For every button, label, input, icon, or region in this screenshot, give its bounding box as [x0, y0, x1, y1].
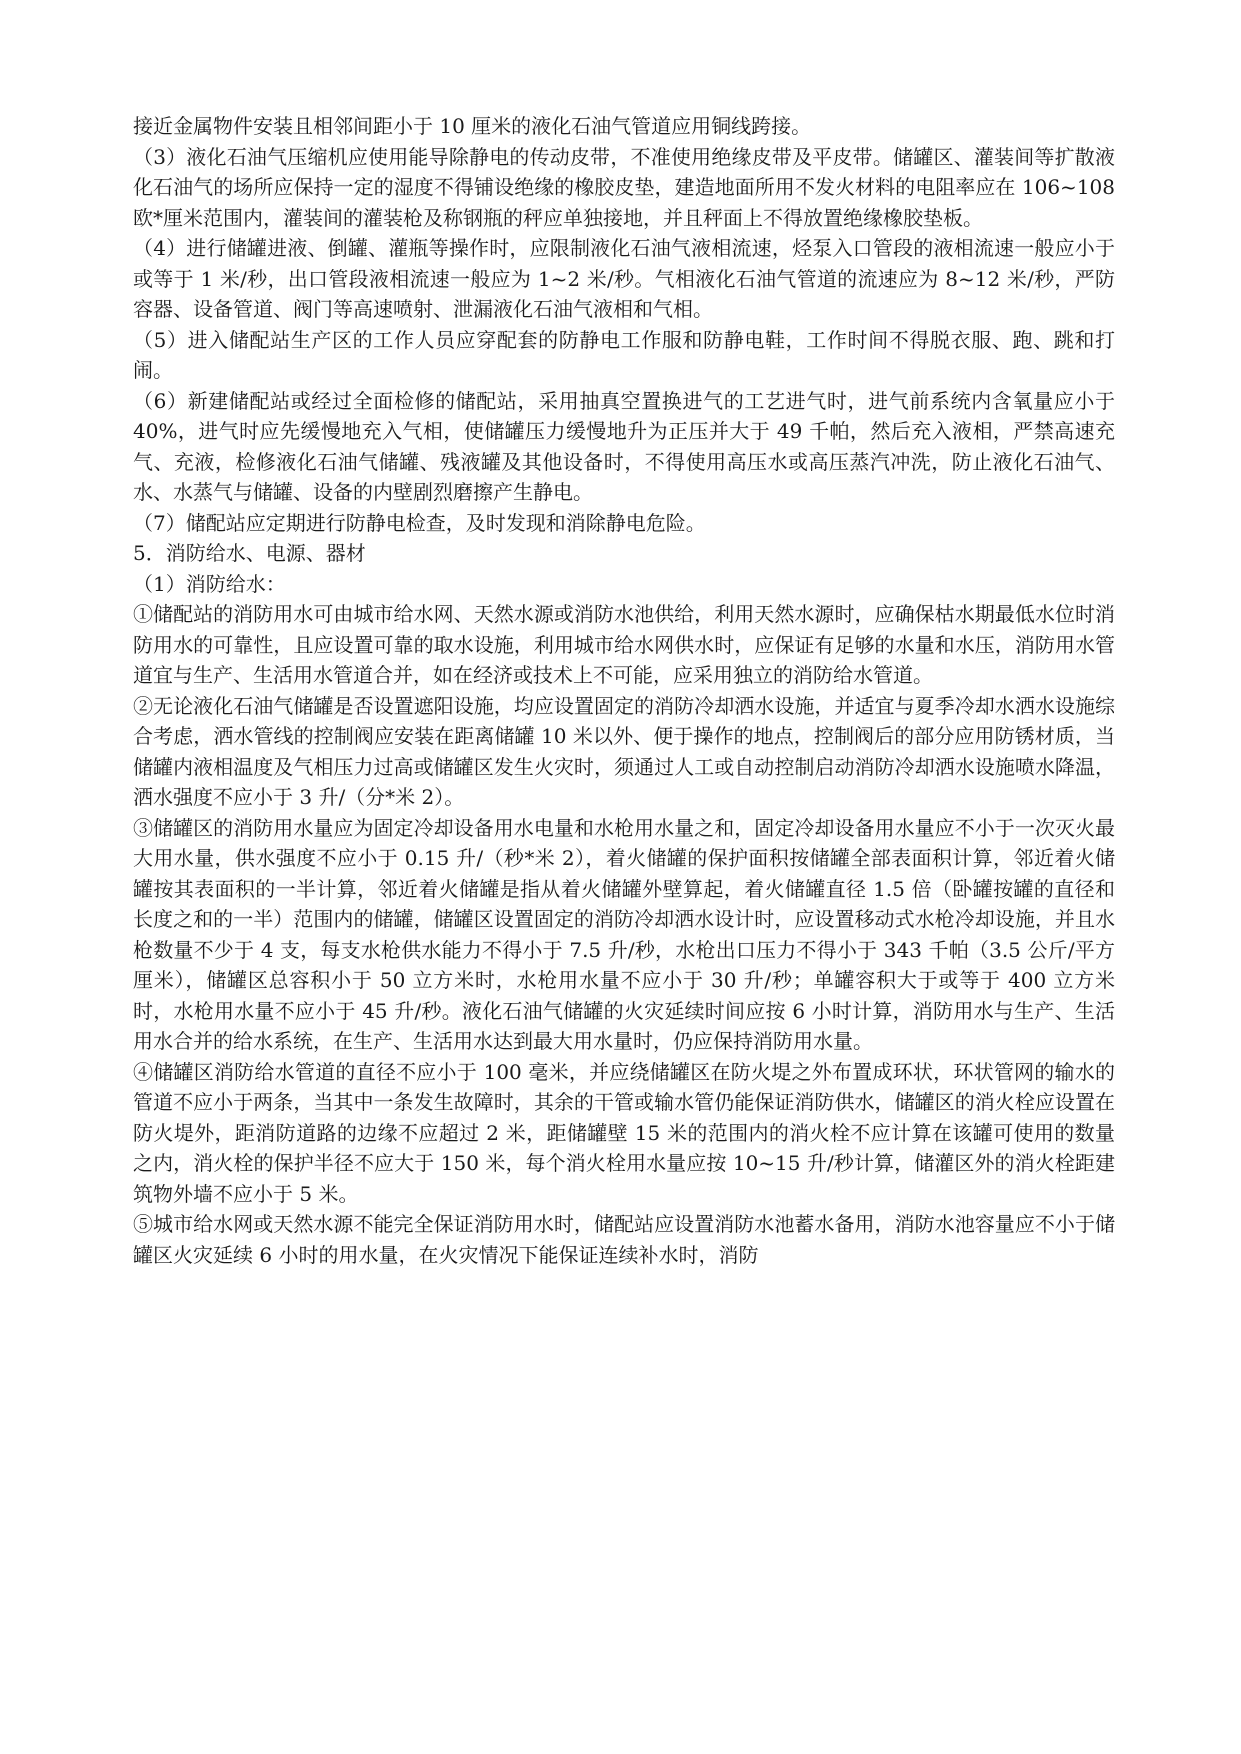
- paragraph-item-4-flow-rate: （4）进行储罐进液、倒罐、灌瓶等操作时，应限制液化石油气液相流速，烃泵入口管段的液相流速一般应小于或等于 1 米/秒，出口管段液相流速一般应为 1~2 米/秒。气相液化石油气管道的流速应为 8~12 米/秒，严防容器、设备管道、阀门等高速喷射、泄漏液化石油气液相和气相。: [133, 236, 1115, 321]
- paragraph-item-7-inspection: （7）储配站应定期进行防静电检查，及时发现和消除静电危险。: [133, 510, 706, 535]
- paragraph-point-2-sprinkler: ②无论液化石油气储罐是否设置遮阳设施，均应设置固定的消防冷却洒水设施，并适宜与夏季冷却水洒水设施综合考虑，洒水管线的控制阀应安装在距离储罐 10 米以外、便于操作的地点，控制阀后的部分应用防锈材质，当储罐内液相温度及气相压力过高或储罐区发生火灾时，须通过人工或自动控制启动消防冷却洒水设施喷水降温，洒水强度不应小于 3 升/（分*米 2）。: [133, 693, 1115, 809]
- paragraph-point-4-pipe-network: ④储罐区消防给水管道的直径不应小于 100 毫米，并应绕储罐区在防火堤之外布置成环状，环状管网的输水的管道不应小于两条，当其中一条发生故障时，其余的干管或输水管仍能保证消防供水，储罐区的消火栓应设置在防火堤外，距消防道路的边缘不应超过 2 米，距储罐壁 15 米的范围内的消火栓不应计算在该罐可使用的数量之内，消火栓的保护半径不应大于 150 米，每个消火栓用水量应按 10~15 升/秒计算，储灌区外的消火栓距建筑物外墙不应小于 5 米。: [133, 1059, 1115, 1206]
- paragraph-point-3-water-volume: ③储罐区的消防用水量应为固定冷却设备用水电量和水枪用水量之和，固定冷却设备用水量应不小于一次灭火最大用水量，供水强度不应小于 0.15 升/（秒*米 2），着火储罐的保护面积按储罐全部表面积计算，邻近着火储罐按其表面积的一半计算，邻近着火储罐是指从着火储罐外壁算起，着火储罐直径 1.5 倍（卧罐按罐的直径和长度之和的一半）范围内的储罐，储罐区设置固定的消防冷却洒水设计时，应设置移动式水枪冷却设施，并且水枪数量不少于 4 支，每支水枪供水能力不得小于 7.5 升/秒，水枪出口压力不得小于 343 千帕（3.5 公斤/平方厘米），储罐区总容积小于 50 立方米时，水枪用水量不应小于 30 升/秒；单罐容积大于或等于 400 立方米时，水枪用水量不应小于 45 升/秒。液化石油气储罐的火灾延续时间应按 6 小时计算，消防用水与生产、生活用水合并的给水系统，在生产、生活用水达到最大用水量时，仍应保持消防用水量。: [133, 815, 1115, 1053]
- document-page: [133, 111, 1115, 1270]
- paragraph-point-1-water-source: ①储配站的消防用水可由城市给水网、天然水源或消防水池供给，利用天然水源时，应确保枯水期最低水位时消防用水的可靠性，且应设置可靠的取水设施，利用城市给水网供水时，应保证有足够的水量和水压，消防用水管道宜与生产、生活用水管道合并，如在经济或技术上不可能，应采用独立的消防给水管道。: [133, 602, 1115, 687]
- paragraph-point-5-fire-pool: ⑤城市给水网或天然水源不能完全保证消防用水时，储配站应设置消防水池蓄水备用，消防水池容量应不小于储罐区火灾延续 6 小时的用水量，在火灾情况下能保证连续补水时，消防: [133, 1212, 1115, 1267]
- section-heading-fire-water: 5．消防给水、电源、器材: [133, 541, 366, 565]
- paragraph-copper-bonding: 接近金属物件安装且相邻间距小于 10 厘米的液化石油气管道应用铜线跨接。: [133, 114, 812, 138]
- paragraph-item-3-compressor: （3）液化石油气压缩机应使用能导除静电的传动皮带，不准使用绝缘皮带及平皮带。储罐区、灌装间等扩散液化石油气的场所应保持一定的湿度不得铺设绝缘的橡胶皮垫，建造地面所用不发火材料的电阻率应在 106~108 欧*厘米范围内，灌装间的灌装枪及称钢瓶的秤应单独接地，并且秤面上不得放置绝缘橡胶垫板。: [133, 144, 1115, 230]
- subsection-heading-fire-water-supply: （1）消防给水：: [133, 571, 286, 596]
- paragraph-item-6-new-station: （6）新建储配站或经过全面检修的储配站，采用抽真空置换进气的工艺进气时，进气前系统内含氧量应小于 40%，进气时应先缓慢地充入气相，使储罐压力缓慢地升为正压并大于 49 千帕，然后充入液相，严禁高速充气、充液，检修液化石油气储罐、残液罐及其他设备时，不得使用高压水或高压蒸汽冲洗，防止液化石油气、水、水蒸气与储罐、设备的内壁剧烈磨擦产生静电。: [133, 388, 1115, 504]
- paragraph-item-5-antistatic-clothing: （5）进入储配站生产区的工作人员应穿配套的防静电工作服和防静电鞋，工作时间不得脱衣服、跑、跳和打闹。: [133, 327, 1115, 382]
